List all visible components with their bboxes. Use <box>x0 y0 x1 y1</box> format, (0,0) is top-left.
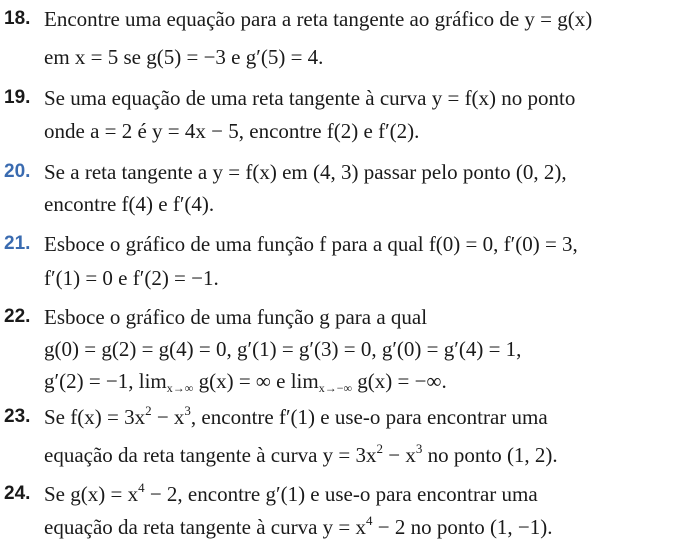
exponent: 2 <box>376 441 384 456</box>
exercise-line <box>44 402 548 432</box>
exercise-line: em x = 5 se g(5) = −3 e g′(5) = 4. <box>44 45 324 69</box>
exercise-number: 23. <box>4 406 31 427</box>
line-segment: Se f(x) = 3x <box>44 405 146 429</box>
exercise-number: 19. <box>4 87 31 108</box>
exercise-line: encontre f(4) e f′(4). <box>44 192 215 216</box>
line-segment: g(x) = −∞. <box>357 369 447 393</box>
line-segment: equação da reta tangente à curva y = 3x <box>44 443 377 467</box>
exercise-number: 22. <box>4 306 31 327</box>
line-segment: no ponto (1, 2). <box>422 443 558 467</box>
line-segment: g′(2) = −1, lim <box>44 369 167 393</box>
exercise-number: 24. <box>4 483 31 504</box>
line-segment: g(x) = ∞ e lim <box>198 369 319 393</box>
exercise-line: g(0) = g(2) = g(4) = 0, g′(1) = g′(3) = 0, g′(0) = g′(4) = 1, <box>44 337 522 361</box>
exercise-number: 21. <box>4 233 31 254</box>
exponent: 3 <box>415 441 423 456</box>
exercise-line <box>44 440 558 470</box>
line-segment: , encontre f′(1) e use-o para encontrar uma <box>190 405 548 429</box>
exercise-line: f′(1) = 0 e f′(2) = −1. <box>44 266 219 290</box>
exercise-line: Se uma equação de uma reta tangente à curva y = f(x) no ponto <box>44 86 576 110</box>
exercise-line <box>44 512 553 542</box>
exercise-line <box>44 479 538 509</box>
exercise-line <box>44 366 447 396</box>
exponent: 3 <box>184 403 191 418</box>
line-segment: − 2, encontre g′(1) e use-o para encontrar uma <box>144 482 538 506</box>
line-segment: − x <box>151 405 185 429</box>
exercise-line: Esboce o gráfico de uma função g para a qual <box>44 305 428 329</box>
exercise-number: 18. <box>4 8 31 29</box>
exponent: 4 <box>366 513 373 528</box>
exercise-number: 20. <box>4 161 31 182</box>
exercise-line: Encontre uma equação para a reta tangente ao gráfico de y = g(x) <box>44 7 593 31</box>
exercise-line: Esboce o gráfico de uma função f para a qual f(0) = 0, f′(0) = 3, <box>44 232 578 256</box>
line-segment: − 2 no ponto (1, −1). <box>372 515 553 539</box>
line-segment: Se g(x) = x <box>44 482 139 506</box>
exponent: 4 <box>138 480 145 495</box>
limit-subscript: x→∞ <box>166 381 194 395</box>
exponent: 2 <box>145 403 152 418</box>
exercise-line: Se a reta tangente a y = f(x) em (4, 3) passar pelo ponto (0, 2), <box>44 160 567 184</box>
line-segment: equação da reta tangente à curva y = x <box>44 515 367 539</box>
limit-subscript: x→−∞ <box>318 381 353 395</box>
exercise-line: onde a = 2 é y = 4x − 5, encontre f(2) e f′(2). <box>44 119 420 143</box>
line-segment: − x <box>383 443 416 467</box>
